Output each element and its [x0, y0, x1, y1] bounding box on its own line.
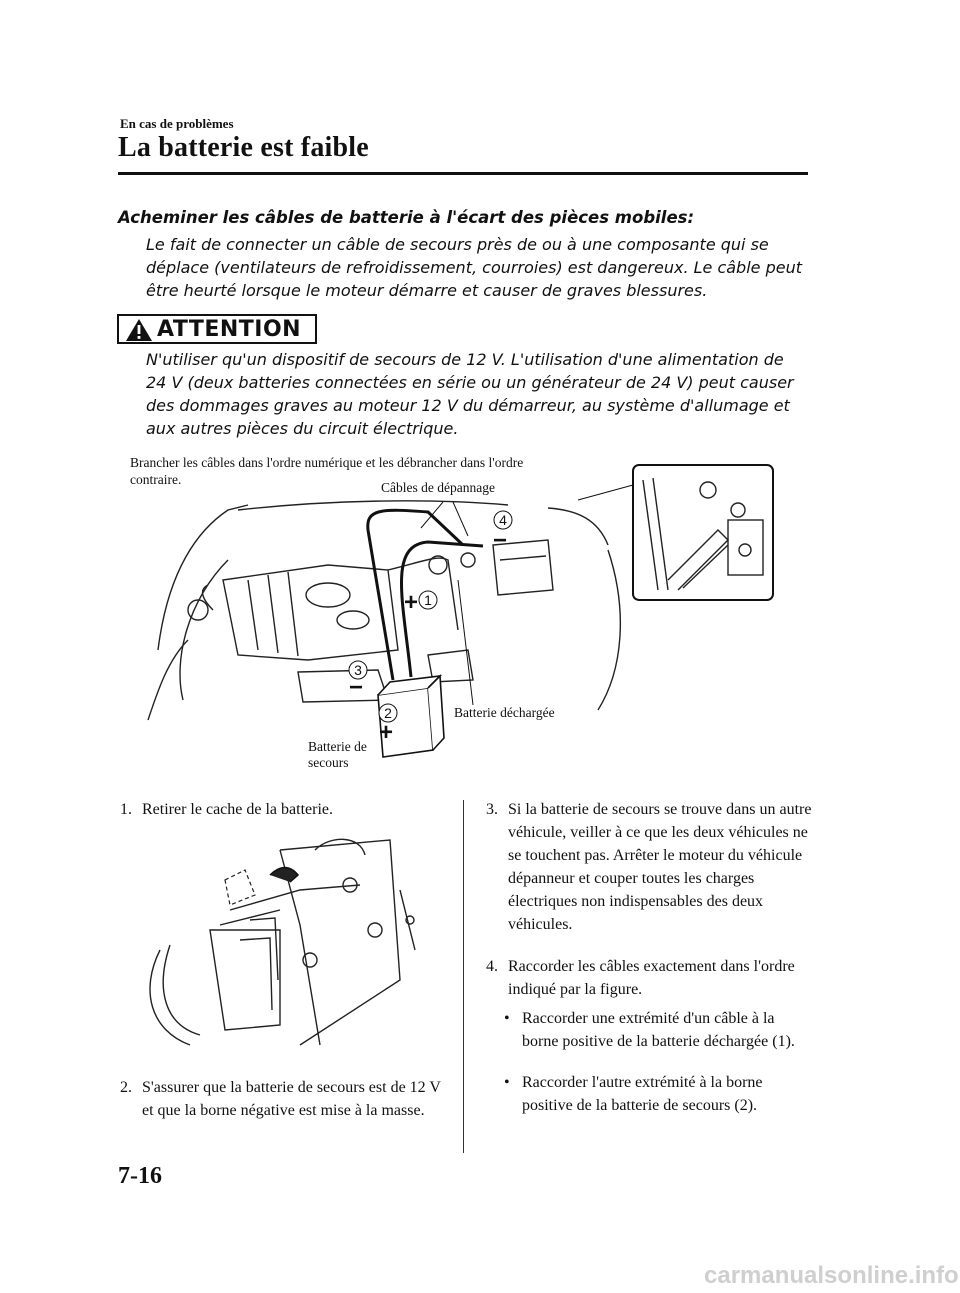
step-1 — [120, 798, 450, 821]
column-divider — [463, 800, 464, 1153]
title-divider — [118, 172, 808, 175]
marker-4: 4 — [499, 512, 507, 528]
cables-label: Câbles de dépannage — [381, 480, 495, 495]
bullet-text: Raccorder une extrémité d'un câble à la borne positive de la batterie déchargée (1). — [522, 1010, 795, 1050]
step-4 — [486, 955, 816, 1001]
bullet-text: Raccorder l'autre extrémité à la borne positive de la batterie de secours (2). — [522, 1074, 763, 1114]
jump-start-diagram — [128, 450, 778, 780]
marker-3: 3 — [354, 662, 362, 678]
attention-body: N'utiliser qu'un dispositif de secours de 12 V. L'utilisation d'une alimentation de 24 V (deux batteries connectées en série ou un générateur de 24 V) peut causer des dommages graves au moteur 12 V du démarreur, au système d'allumage et aux autres pièces du circuit électrique. — [146, 350, 794, 438]
bullet-mark: • — [504, 1074, 510, 1091]
bullet-item — [504, 1007, 808, 1053]
battery-cover-diagram — [130, 830, 450, 1060]
step-text: Si la batterie de secours se trouve dans un autre véhicule, veiller à ce que les deux véhicules ne se touchent pas. Arrêter le moteur du véhicule dépanneur et couper toutes les charges électriques non indispensables des deux véhicules. — [508, 801, 812, 933]
step-number: 3. — [486, 801, 498, 818]
minus-sign-3: − — [348, 674, 364, 701]
figure-caption-line1: Brancher les câbles dans l'ordre numérique et les débrancher dans l'ordre — [130, 455, 524, 470]
plus-sign-2: + — [378, 719, 394, 746]
step-number: 1. — [120, 801, 132, 818]
step-number: 4. — [486, 958, 498, 975]
step-3 — [486, 798, 816, 936]
booster-battery-label-line2: secours — [308, 755, 349, 770]
marker-1: 1 — [424, 592, 432, 608]
step-text: S'assurer que la batterie de secours est de 12 V et que la borne négative est mise à la masse. — [142, 1079, 441, 1119]
section-label: En cas de problèmes — [120, 116, 234, 131]
warning-heading: Acheminer les câbles de batterie à l'écart des pièces mobiles: — [118, 208, 695, 227]
step-text: Raccorder les câbles exactement dans l'ordre indiqué par la figure. — [508, 958, 795, 998]
attention-banner — [117, 314, 317, 344]
bullet-mark: • — [504, 1010, 510, 1027]
warning-triangle-icon — [125, 318, 153, 342]
step-number: 2. — [120, 1079, 132, 1096]
figure-caption-line2: contraire. — [130, 472, 182, 487]
step-2 — [120, 1076, 450, 1122]
bullet-item — [504, 1071, 808, 1117]
step-text: Retirer le cache de la batterie. — [142, 801, 333, 818]
attention-label: ATTENTION — [157, 317, 302, 342]
warning-body: Le fait de connecter un câble de secours près de ou à une composante qui se déplace (ventilateurs de refroidissement, courroies) est dangereux. Le câble peut être heurté lorsque le moteur démarre et causer de graves blessures. — [146, 235, 802, 300]
page-title: La batterie est faible — [118, 132, 369, 163]
page-number: 7-16 — [118, 1163, 162, 1189]
dead-battery-label: Batterie déchargée — [454, 705, 555, 720]
minus-sign-4: − — [492, 527, 508, 554]
booster-battery-label-line1: Batterie de — [308, 739, 367, 754]
marker-2: 2 — [384, 705, 392, 721]
watermark-url[interactable]: carmanualsonline.info — [704, 1262, 959, 1289]
plus-sign-1: + — [403, 589, 419, 616]
